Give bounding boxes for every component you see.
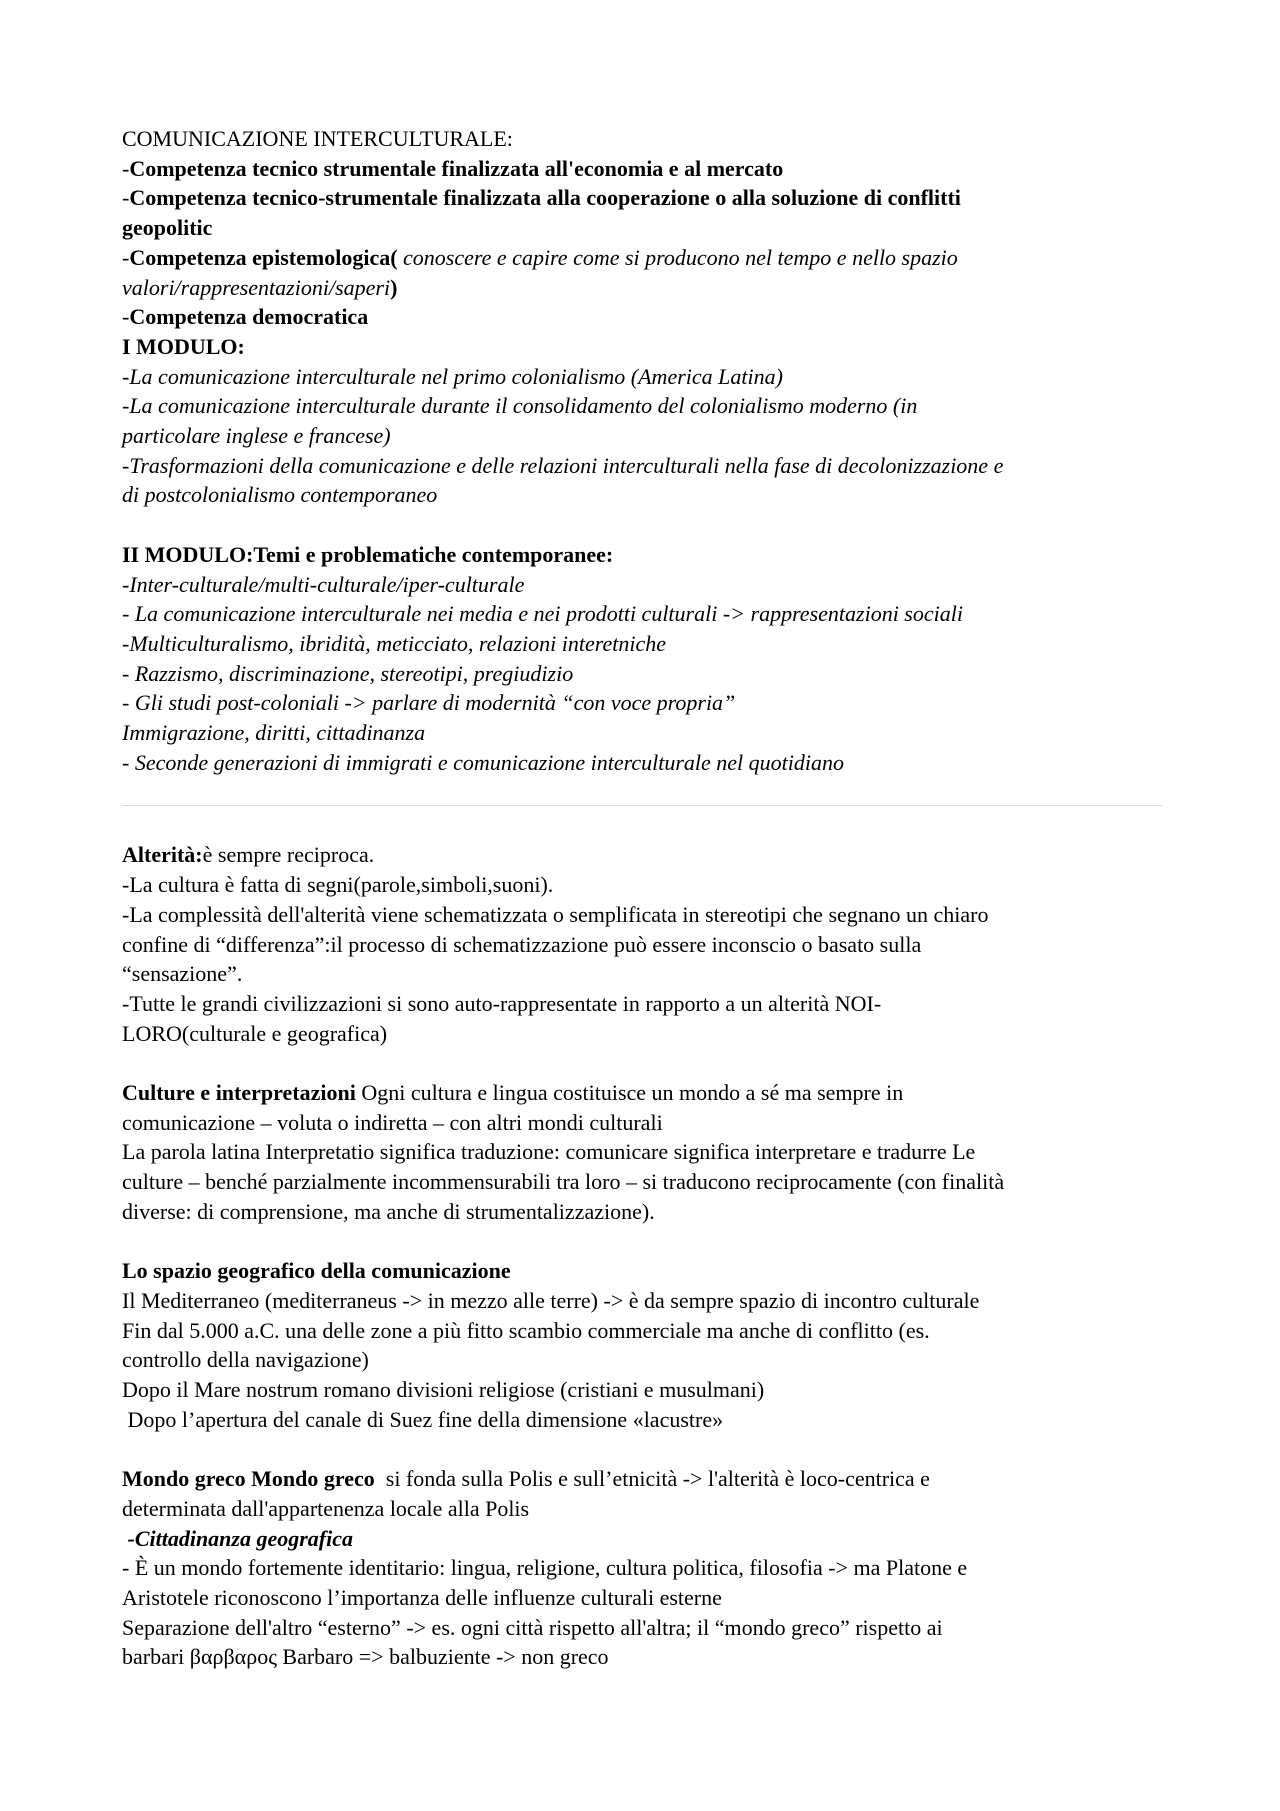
modulo2-item: -Inter-culturale/multi-culturale/iper-culturale <box>122 571 525 597</box>
modulo2-item: - Gli studi post-coloniali -> parlare di modernità “con voce propria” <box>122 690 736 716</box>
modulo2-item: -Multiculturalismo, ibridità, meticciato, relazioni interetniche <box>122 630 667 656</box>
spazio-line: Dopo l’apertura del canale di Suez fine della dimensione «lacustre» <box>122 1406 724 1432</box>
competence-3: -Competenza epistemologica( conoscere e capire come si producono nel tempo e nello spazio <box>122 244 958 270</box>
culture-line: culture – benché parzialmente incommensurabili tra loro – si traducono reciprocamente (con finalità <box>122 1169 1005 1195</box>
alterita-line: -Tutte le grandi civilizzazioni si sono auto-rappresentate in rapporto a un alterità NOI- <box>122 990 882 1016</box>
culture-first: Culture e interpretazioni Ogni cultura e lingua costituisce un mondo a sé ma sempre in <box>122 1080 904 1106</box>
culture-line: comunicazione – voluta o indiretta – con altri mondi culturali <box>122 1109 663 1135</box>
alterita-line: -La cultura è fatta di segni(parole,simboli,suoni). <box>122 872 554 898</box>
alterita-line: confine di “differenza”:il processo di schematizzazione può essere inconscio o basato sulla <box>122 931 922 957</box>
greco-line: determinata dall'appartenenza locale alla Polis <box>122 1495 530 1521</box>
spazio-line: Dopo il Mare nostrum romano divisioni religiose (cristiani e musulmani) <box>122 1377 765 1403</box>
greco-first: Mondo greco Mondo greco si fonda sulla Polis e sull’etnicità -> l'alterità è loco-centrica e <box>122 1466 930 1492</box>
greco-line: - È un mondo fortemente identitario: lingua, religione, cultura politica, filosofia -> ma Platone e <box>122 1555 968 1581</box>
competence-3-cont: valori/rappresentazioni/saperi) <box>122 274 398 300</box>
modulo2-heading: II MODULO:Temi e problematiche contemporanee: <box>122 541 614 567</box>
spazio-heading: Lo spazio geografico della comunicazione <box>122 1258 511 1284</box>
culture-line: diverse: di comprensione, ma anche di strumentalizzazione). <box>122 1198 655 1224</box>
doc-title: COMUNICAZIONE INTERCULTURALE: <box>122 126 513 151</box>
spazio-line: Il Mediterraneo (mediterraneus -> in mezzo alle terre) -> è da sempre spazio di incontro culturale <box>122 1287 980 1313</box>
spazio-line: controllo della navigazione) <box>122 1347 369 1373</box>
alterita-first: Alterità:è sempre reciproca. <box>122 842 375 868</box>
modulo2-item: Immigrazione, diritti, cittadinanza <box>122 720 426 746</box>
horizontal-divider <box>122 805 1162 806</box>
modulo1-item: -La comunicazione interculturale durante il consolidamento del colonialismo moderno (in <box>122 393 918 419</box>
modulo2-item: - Razzismo, discriminazione, stereotipi, pregiudizio <box>122 660 574 686</box>
greco-line: Aristotele riconoscono l’importanza delle influenze culturali esterne <box>122 1584 722 1610</box>
spazio-line: Fin dal 5.000 a.C. una delle zone a più fitto scambio commerciale ma anche di conflitto (es. <box>122 1317 930 1343</box>
greco-subheading: -Cittadinanza geografica <box>122 1525 354 1551</box>
culture-line: La parola latina Interpretatio significa traduzione: comunicare significa interpretare e tradurre Le <box>122 1139 976 1165</box>
modulo1-heading: I MODULO: <box>122 333 245 359</box>
competence-4: -Competenza democratica <box>122 304 369 330</box>
competence-2: -Competenza tecnico-strumentale finalizzata alla cooperazione o alla soluzione di conflitti <box>122 185 961 211</box>
competence-1: -Competenza tecnico strumentale finalizzata all'economia e al mercato <box>122 155 784 181</box>
modulo1-item: -Trasformazioni della comunicazione e delle relazioni interculturali nella fase di decolonizzazione e <box>122 452 1004 478</box>
competence-2-cont: geopolitic <box>122 215 213 241</box>
alterita-line: “sensazione”. <box>122 961 243 987</box>
modulo1-item: di postcolonialismo contemporaneo <box>122 482 438 508</box>
modulo1-item: particolare inglese e francese) <box>122 423 391 449</box>
modulo2-item: - La comunicazione interculturale nei media e nei prodotti culturali -> rappresentazioni sociali <box>122 601 963 627</box>
modulo2-item: - Seconde generazioni di immigrati e comunicazione interculturale nel quotidiano <box>122 749 845 775</box>
alterita-line: -La complessità dell'alterità viene schematizzata o semplificata in stereotipi che segnano un chiaro <box>122 901 989 927</box>
greco-line: Separazione dell'altro “esterno” -> es. ogni città rispetto all'altra; il “mondo greco” rispetto ai <box>122 1614 943 1640</box>
document-page <box>122 124 1162 1672</box>
greco-line: barbari βαρβαρος Barbaro => balbuziente -> non greco <box>122 1644 609 1670</box>
alterita-line: LORO(culturale e geografica) <box>122 1020 388 1046</box>
modulo1-item: -La comunicazione interculturale nel primo colonialismo (America Latina) <box>122 363 783 389</box>
